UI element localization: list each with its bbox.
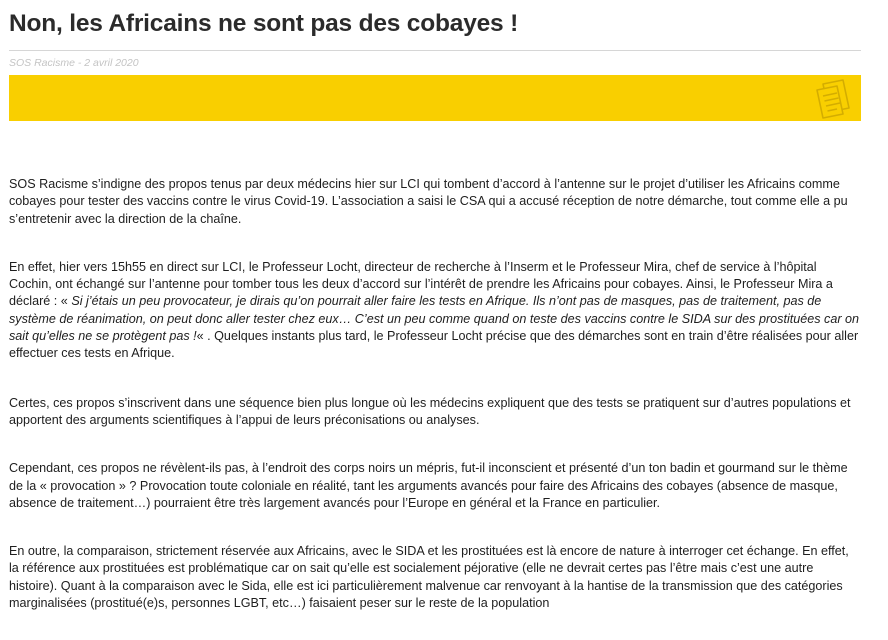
quote-intro: déclaré : « [9, 294, 72, 309]
doctor-quote: sait qu’elles ne se protègent pas ! [9, 329, 197, 344]
doctor-quote: Si j’étais un peu provocateur, je dirais qu’on pourrait aller faire les tests en Afrique. Ils n’ont pas de masques, pas de traitement, pas de [71, 294, 822, 309]
paragraph-line: s’entretenir avec la direction de la chaîne. [9, 211, 242, 226]
paragraph-line: effectuer ces tests en Afrique. [9, 346, 175, 361]
article-meta: SOS Racisme - 2 avril 2020 [9, 57, 139, 69]
paragraph-line: Certes, ces propos s’inscrivent dans une séquence bien plus longue où les médecins expliquent que des tests se pratiquent sur d’autres populations et [9, 395, 851, 410]
paragraph-line: marginalisées (prostitué(e)s, personnes LGBT, etc…) faisaient peser sur le reste de la population [9, 596, 550, 611]
paragraph-line: Cependant, ces propos ne révèlent-ils pas, à l’endroit des corps noirs un mépris, fut-il inconscient et présenté d’un ton badin et gourmand sur le thème [9, 461, 848, 476]
paragraph-line: de la « provocation » ? Provocation toute coloniale en réalité, tant les arguments avancés pour faire des Africains des cobayes (absence de masque, [9, 478, 838, 493]
paragraph-line [9, 328, 861, 345]
paragraph-line [9, 311, 861, 328]
paragraph-line: la référence aux prostituées est problématique car on sait qu’elle est socialement péjorative (elle ne devrait certes pas l’être mais c’est une autre [9, 561, 814, 576]
document-icon [809, 78, 855, 122]
paragraph-line [9, 293, 861, 310]
article-container [9, 0, 861, 612]
paragraph-line: absence de traitement…) pourraient être très largement avancés pour l’Europe en général et la France en particulier. [9, 495, 661, 510]
page-title: Non, les Africains ne sont pas des cobayes ! [9, 10, 519, 37]
paragraph-line: histoire). Quant à la comparaison avec le Sida, elle est ici particulièrement malvenue car renvoyant à la hantise de la transmission que des catégories [9, 578, 843, 593]
paragraph-1 [9, 176, 861, 228]
paragraph-5 [9, 543, 861, 612]
paragraph-line: En effet, hier vers 15h55 en direct sur LCI, le Professeur Locht, directeur de recherche à l’Inserm et le Professeur Mira, chef de service à l’hôpital [9, 259, 817, 274]
paragraph-line: cobayes pour tester des vaccins contre le virus Covid-19. L’association a saisi le CSA qui a accusé réception de notre démarche, tout comme elle a pu [9, 194, 848, 209]
paragraph-line: En outre, la comparaison, strictement réservée aux Africains, avec le SIDA et les prostituées est là encore de nature à interroger cet échange. En effet, [9, 544, 849, 559]
paragraph-line: Cochin, ont échangé sur l’antenne pour tomber tous les deux d’accord sur l’intérêt de prendre les Africains pour cobayes. Ainsi, le Professeur Mira a [9, 277, 833, 292]
quote-outro: « . Quelques instants plus tard, le Professeur Locht précise que des démarches sont en train d’être réalisées pour aller [196, 329, 859, 344]
title-divider [9, 50, 861, 51]
article-body [9, 176, 861, 612]
paragraph-4 [9, 460, 861, 512]
paragraph-2 [9, 259, 861, 363]
yellow-banner [9, 75, 861, 121]
paragraph-line: SOS Racisme s’indigne des propos tenus par deux médecins hier sur LCI qui tombent d’accord à l’antenne sur le projet d’utiliser les Africains comme [9, 177, 840, 191]
paragraph-line: apportent des arguments scientifiques à l’appui de leurs préconisations ou analyses. [9, 412, 480, 427]
doctor-quote: système de réanimation, on peut donc aller tester chez eux… C’est un peu comme quand on teste des vaccins contre le SIDA sur des prostituées car on [9, 311, 860, 326]
paragraph-3 [9, 395, 861, 430]
